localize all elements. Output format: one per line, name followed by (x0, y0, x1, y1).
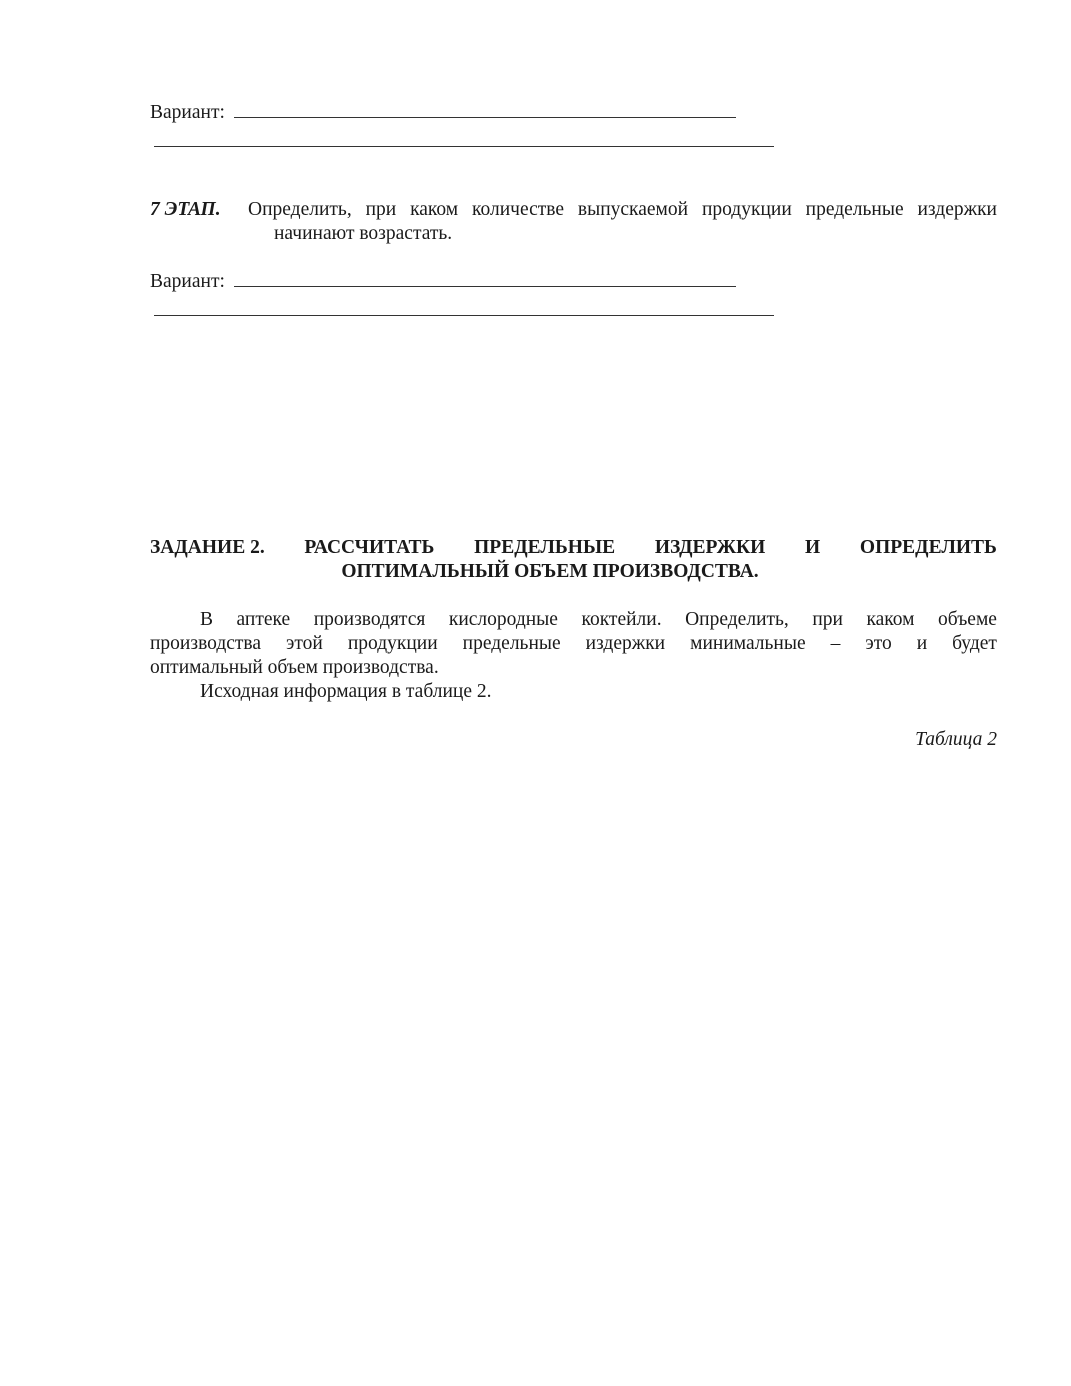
stage-text-line1: Определить, при каком количестве выпускаемой продукции предельные издержки (248, 199, 997, 220)
variant-field-1[interactable] (150, 101, 736, 124)
variant-answer-line[interactable] (234, 101, 736, 118)
table-caption: Таблица 2 (915, 729, 997, 750)
stage-7 (150, 199, 997, 247)
variant-answer-line[interactable] (234, 270, 736, 287)
task2-paragraph (150, 609, 997, 705)
answer-continuation-line[interactable] (154, 315, 774, 316)
variant-label: Вариант: (150, 102, 225, 123)
stage-text-line2: начинают возрастать. (274, 223, 453, 244)
answer-continuation-line[interactable] (154, 146, 774, 147)
paragraph-line: В аптеке производятся кислородные коктейли. Определить, при каком объеме (200, 609, 997, 630)
variant-label: Вариант: (150, 271, 225, 292)
task2-title-line2: ОПТИМАЛЬНЫЙ ОБЪЕМ ПРОИЗВОДСТВА. (341, 561, 759, 582)
task2-title-line1: ЗАДАНИЕ 2. РАССЧИТАТЬ ПРЕДЕЛЬНЫЕ ИЗДЕРЖКИ И ОПРЕДЕЛИТЬ (150, 537, 997, 558)
paragraph-line: производства этой продукции предельные издержки минимальные – это и будет (150, 633, 997, 654)
paragraph-line: оптимальный объем производства. (150, 657, 439, 678)
stage-number: 7 ЭТАП. (150, 199, 221, 220)
paragraph-line: Исходная информация в таблице 2. (200, 681, 492, 702)
variant-field-2[interactable] (150, 270, 736, 293)
